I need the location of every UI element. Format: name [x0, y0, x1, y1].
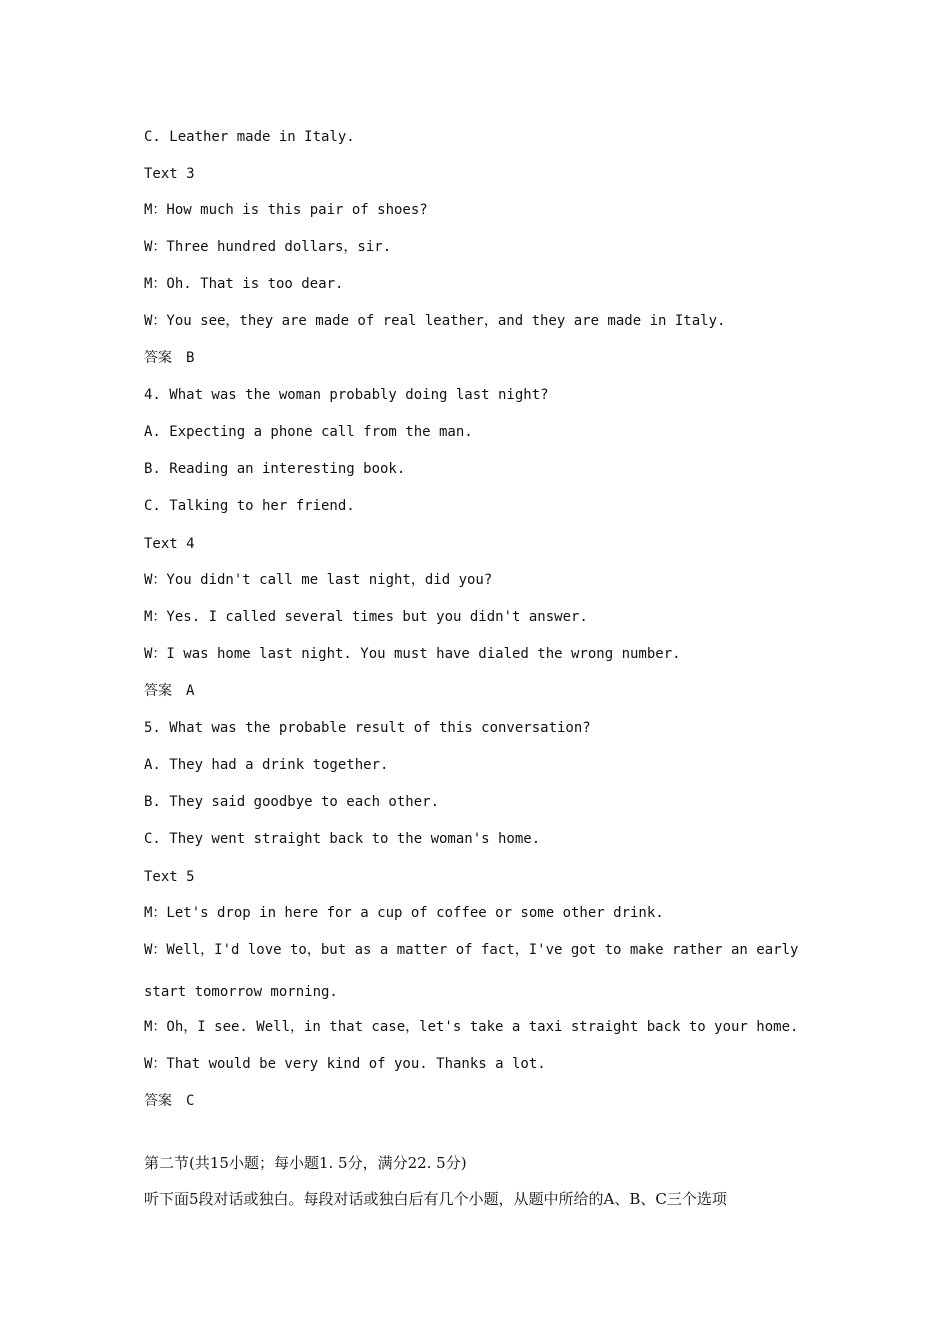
- dialogue-line: M：Yes. I called several times but you didn't answer.: [144, 609, 588, 625]
- dialogue-line-continued: start tomorrow morning.: [144, 984, 338, 1000]
- option-c-q5: C. They went straight back to the woman's home.: [144, 831, 541, 847]
- dialogue-line: W：That would be very kind of you. Thanks a lot.: [144, 1056, 546, 1072]
- dialogue-line: W：I was home last night. You must have dialed the wrong number.: [144, 646, 681, 662]
- option-a-q4: A. Expecting a phone call from the man.: [144, 424, 473, 440]
- dialogue-line: W：You didn't call me last night，did you?: [144, 572, 493, 588]
- option-b-q4: B. Reading an interesting book.: [144, 461, 406, 477]
- option-c-q3: C. Leather made in Italy.: [144, 129, 355, 145]
- option-b-q5: B. They said goodbye to each other.: [144, 794, 440, 810]
- question-4: 4. What was the woman probably doing last night?: [144, 387, 549, 403]
- dialogue-line: M：How much is this pair of shoes?: [144, 202, 428, 218]
- answer-q4: 答案 A: [144, 683, 195, 699]
- question-5: 5. What was the probable result of this conversation?: [144, 720, 591, 736]
- answer-q3: 答案 B: [144, 350, 195, 366]
- dialogue-line: W：You see，they are made of real leather，and they are made in Italy.: [144, 313, 726, 329]
- option-c-q4: C. Talking to her friend.: [144, 498, 355, 514]
- section-heading: 第二节(共15小题；每小题1. 5分，满分22. 5分): [144, 1154, 467, 1172]
- dialogue-line: W：Three hundred dollars，sir.: [144, 239, 392, 255]
- answer-q5: 答案 C: [144, 1093, 195, 1109]
- dialogue-line: M：Oh，I see. Well，in that case，let's take a taxi straight back to your home.: [144, 1019, 799, 1035]
- dialogue-line: M：Let's drop in here for a cup of coffee or some other drink.: [144, 905, 664, 921]
- dialogue-line: W：Well，I'd love to，but as a matter of fact，I've got to make rather an early: [144, 942, 799, 958]
- text-4-heading: Text 4: [144, 536, 195, 552]
- text-5-heading: Text 5: [144, 869, 195, 885]
- instructions: 听下面5段对话或独白。每段对话或独白后有几个小题，从题中所给的A、B、C三个选项: [144, 1190, 727, 1208]
- text-3-heading: Text 3: [144, 166, 195, 182]
- option-a-q5: A. They had a drink together.: [144, 757, 389, 773]
- dialogue-line: M：Oh. That is too dear.: [144, 276, 344, 292]
